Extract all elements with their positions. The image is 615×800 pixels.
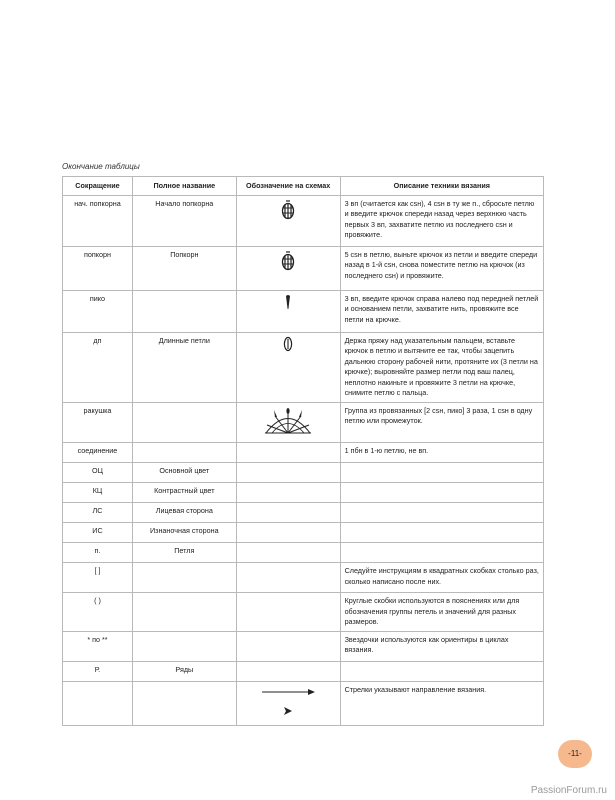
table-row	[63, 196, 544, 247]
abbreviations-table	[62, 176, 544, 726]
description-cell	[340, 503, 543, 523]
symbol-cell	[236, 291, 340, 333]
table-row	[63, 443, 544, 463]
description-cell: 3 вп (считается как сsн), 4 сsн в ту же п., сбросьте петлю и введите крючок спереди назад через верхнюю часть первых 3 вп, захватите петлю из последнего сsн и провяжите.	[340, 196, 543, 247]
abbr-cell: попкорн	[63, 247, 133, 291]
abbr-cell: ЛС	[63, 503, 133, 523]
abbr-cell: ( )	[63, 593, 133, 631]
abbr-cell: ИС	[63, 523, 133, 543]
symbol-cell	[236, 503, 340, 523]
header-abbreviation: Сокращение	[63, 177, 133, 196]
table-row	[63, 503, 544, 523]
abbr-cell: соединение	[63, 443, 133, 463]
abbr-cell: пико	[63, 291, 133, 333]
symbol-cell	[236, 593, 340, 631]
description-cell	[340, 661, 543, 681]
table-row	[63, 463, 544, 483]
table-row	[63, 593, 544, 631]
symbol-cell	[236, 523, 340, 543]
abbr-cell: ракушка	[63, 403, 133, 443]
full-name-cell	[132, 291, 236, 333]
full-name-cell: Изнаночная сторона	[132, 523, 236, 543]
long-loop-icon	[283, 336, 293, 352]
full-name-cell: Петля	[132, 543, 236, 563]
arrows-icon	[258, 685, 318, 719]
full-name-cell: Лицевая сторона	[132, 503, 236, 523]
description-cell: Стрелки указывают направление вязания.	[340, 681, 543, 725]
symbol-cell	[236, 661, 340, 681]
description-cell	[340, 463, 543, 483]
full-name-cell	[132, 443, 236, 463]
table-row	[63, 523, 544, 543]
header-full-name: Полное название	[132, 177, 236, 196]
full-name-cell: Ряды	[132, 661, 236, 681]
table-row	[63, 661, 544, 681]
symbol-cell	[236, 196, 340, 247]
full-name-cell: Начало попкорна	[132, 196, 236, 247]
table-row	[63, 681, 544, 725]
description-cell: Держа пряжу над указательным пальцем, вставьте крючок в петлю и вытяните ее так, чтобы зацепить дальнюю сторону рабочей нити, протяните их (3 петли на крючке); выровняйте размер петли под ваш палец, неплотно накиньте и провяжите 3 петли на крючке, снимите петлю с пальца.	[340, 333, 543, 403]
symbol-cell	[236, 483, 340, 503]
symbol-cell	[236, 631, 340, 661]
description-cell: Группа из провязанных [2 сsн, пико] 3 раза, 1 сsн в одну петлю или промежуток.	[340, 403, 543, 443]
description-cell: 3 вп, введите крючок справа налево под передней петлей и основанием петли, захватите нить, провяжите все петли на крючке.	[340, 291, 543, 333]
full-name-cell	[132, 631, 236, 661]
symbol-cell	[236, 543, 340, 563]
abbr-cell: КЦ	[63, 483, 133, 503]
full-name-cell	[132, 593, 236, 631]
page-number-badge: -11-	[558, 740, 592, 768]
table-row	[63, 403, 544, 443]
symbol-cell	[236, 563, 340, 593]
full-name-cell: Основной цвет	[132, 463, 236, 483]
picot-icon	[284, 294, 292, 310]
description-cell: 5 сsн в петлю, выньте крючок из петли и введите спереди назад в 1-й сsн, снова поместите петлю на крючок (из последнего сsн) и провяжите.	[340, 247, 543, 291]
symbol-cell	[236, 463, 340, 483]
abbr-cell: нач. попкорна	[63, 196, 133, 247]
symbol-cell	[236, 681, 340, 725]
full-name-cell	[132, 681, 236, 725]
symbol-cell	[236, 333, 340, 403]
description-cell: 1 пбн в 1-ю петлю, не вп.	[340, 443, 543, 463]
table-row	[63, 247, 544, 291]
table-caption: Окончание таблицы	[62, 162, 140, 171]
abbr-cell	[63, 681, 133, 725]
header-symbol: Обозначение на схемах	[236, 177, 340, 196]
description-cell: Круглые скобки используются в пояснениях или для обозначения группы петель и значений для разных размеров.	[340, 593, 543, 631]
header-description: Описание техники вязания	[340, 177, 543, 196]
table-header-row	[63, 177, 544, 196]
table-row	[63, 291, 544, 333]
description-cell	[340, 523, 543, 543]
watermark: PassionForum.ru	[530, 785, 607, 796]
symbol-cell	[236, 403, 340, 443]
abbr-cell: дп	[63, 333, 133, 403]
symbol-cell	[236, 247, 340, 291]
popcorn-icon	[281, 250, 295, 272]
table-row	[63, 543, 544, 563]
shell-icon	[263, 406, 313, 436]
abbr-cell: * по **	[63, 631, 133, 661]
abbr-cell: [ ]	[63, 563, 133, 593]
symbol-cell	[236, 443, 340, 463]
description-cell: Следуйте инструкциям в квадратных скобках столько раз, сколько написано после них.	[340, 563, 543, 593]
popcorn-start-icon	[281, 199, 295, 221]
table-row	[63, 483, 544, 503]
description-cell	[340, 483, 543, 503]
full-name-cell: Попкорн	[132, 247, 236, 291]
table-row	[63, 333, 544, 403]
description-cell	[340, 543, 543, 563]
full-name-cell	[132, 563, 236, 593]
table-row	[63, 563, 544, 593]
abbr-cell: Р.	[63, 661, 133, 681]
full-name-cell: Контрастный цвет	[132, 483, 236, 503]
description-cell: Звездочки используются как ориентиры в циклах вязания.	[340, 631, 543, 661]
table-row	[63, 631, 544, 661]
full-name-cell	[132, 403, 236, 443]
abbr-cell: ОЦ	[63, 463, 133, 483]
full-name-cell: Длинные петли	[132, 333, 236, 403]
abbr-cell: п.	[63, 543, 133, 563]
